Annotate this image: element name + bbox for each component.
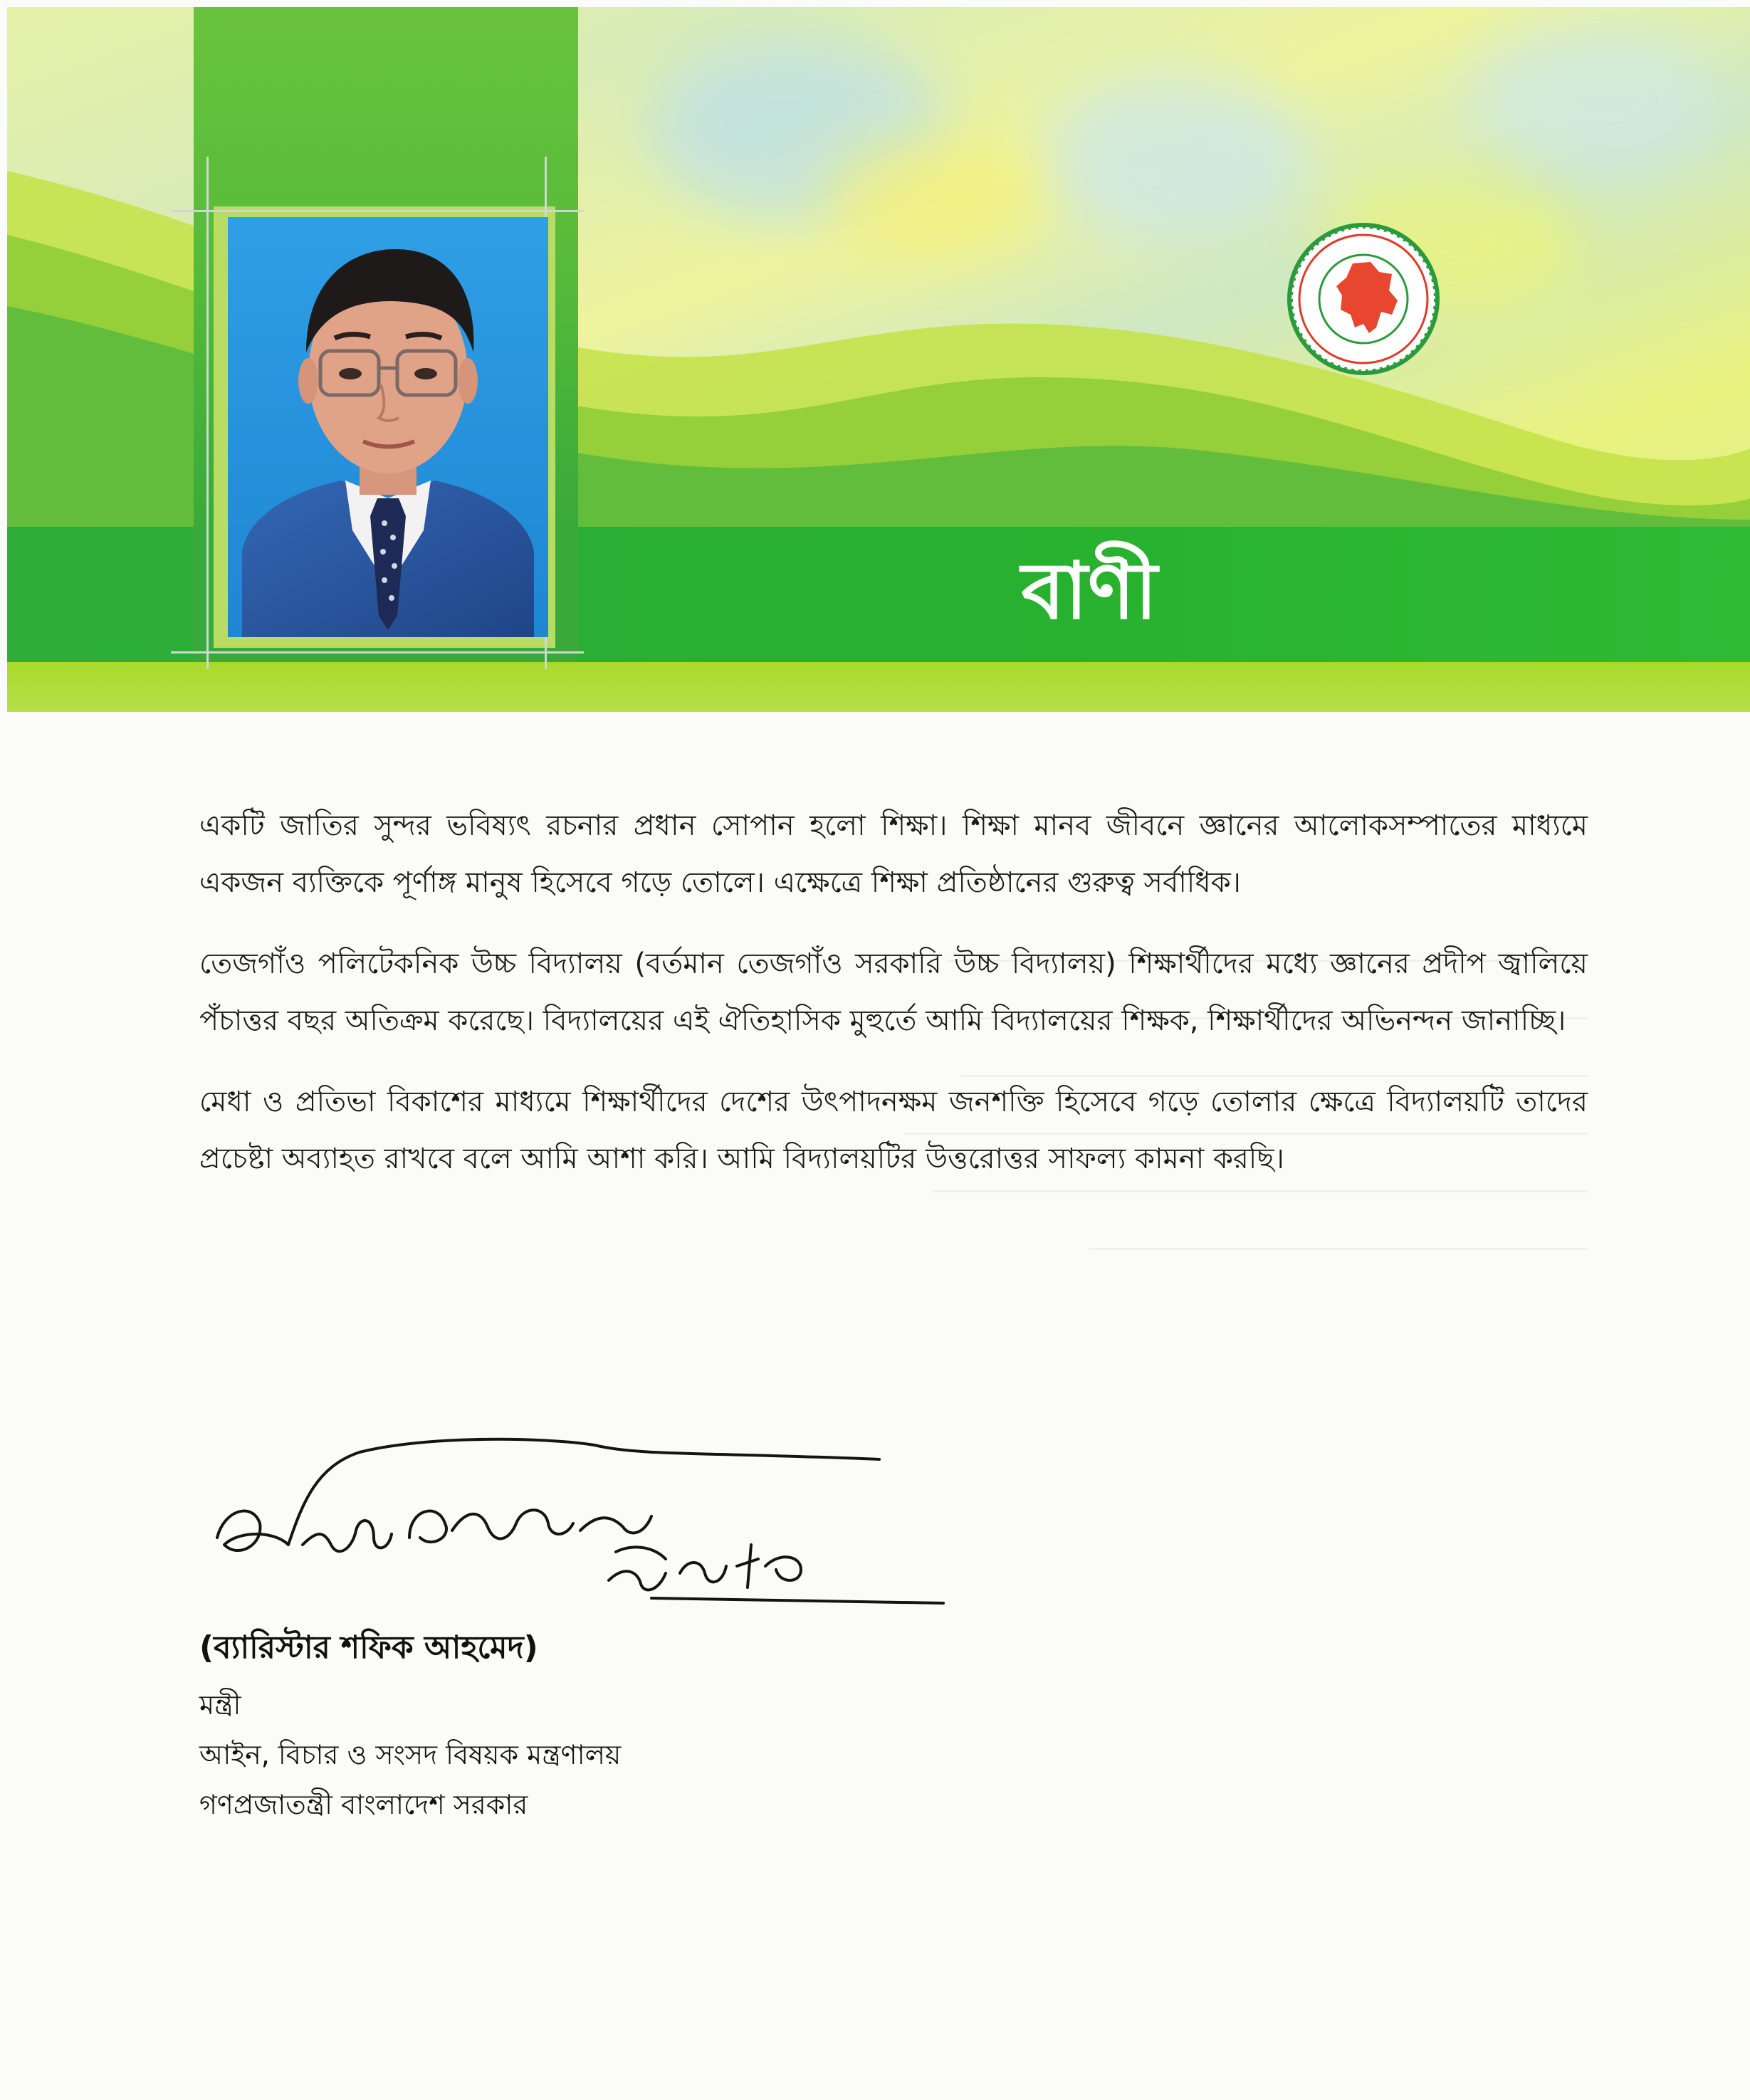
message-paragraph: একটি জাতির সুন্দর ভবিষ্যৎ রচনার প্রধান সোপান হলো শিক্ষা। শিক্ষা মানব জীবনে জ্ঞানের আলোকসম্পাতের মাধ্যমে একজন ব্যক্তিকে পূর্ণাঙ্গ মানুষ হিসেবে গড়ে তোলে। এক্ষেত্রে শিক্ষা প্রতিষ্ঠানের গুরুত্ব সর্বাধিক। bbox=[199, 809, 1588, 899]
signatory-name: (ব্যারিস্টার শফিক আহমেদ) bbox=[199, 1629, 538, 1666]
signatory-government: গণপ্রজাতন্ত্রী বাংলাদেশ সরকার bbox=[199, 1789, 528, 1820]
header-banner bbox=[7, 7, 1750, 712]
signatory-ministry: আইন, বিচার ও সংসদ বিষয়ক মন্ত্রণালয় bbox=[199, 1739, 622, 1770]
handwritten-signature bbox=[196, 1424, 965, 1616]
government-seal-icon bbox=[1285, 221, 1442, 377]
message-body bbox=[199, 797, 1588, 1212]
message-paragraph: তেজগাঁও পলিটেকনিক উচ্চ বিদ্যালয় (বর্তমান তেজগাঁও সরকারি উচ্চ বিদ্যালয়) শিক্ষার্থীদের মধ্যে জ্ঞানের প্রদীপ জ্বালিয়ে পঁচাত্তর বছর অতিক্রম করেছে। বিদ্যালয়ের এই ঐতিহাসিক মুহুর্তে আমি বিদ্যালয়ের শিক্ষক, শিক্ষার্থীদের অভিনন্দন জানাচ্ছি। bbox=[199, 947, 1588, 1037]
minister-portrait bbox=[228, 217, 548, 637]
page-title: বাণী bbox=[1021, 545, 1158, 636]
signatory-block bbox=[199, 1616, 1054, 1829]
message-paragraph: মেধা ও প্রতিভা বিকাশের মাধ্যমে শিক্ষার্থীদের দেশের উৎপাদনক্ষম জনশক্তি হিসেবে গড়ে তোলার ক্ষেত্রে বিদ্যালয়টি তাদের প্রচেষ্টা অব্যাহত রাখবে বলে আমি আশা করি। আমি বিদ্যালয়টির উত্তরোত্তর সাফল্য কামনা করছি। bbox=[199, 1086, 1588, 1175]
lime-band bbox=[7, 662, 1750, 712]
signatory-designation: মন্ত্রী bbox=[199, 1689, 241, 1721]
